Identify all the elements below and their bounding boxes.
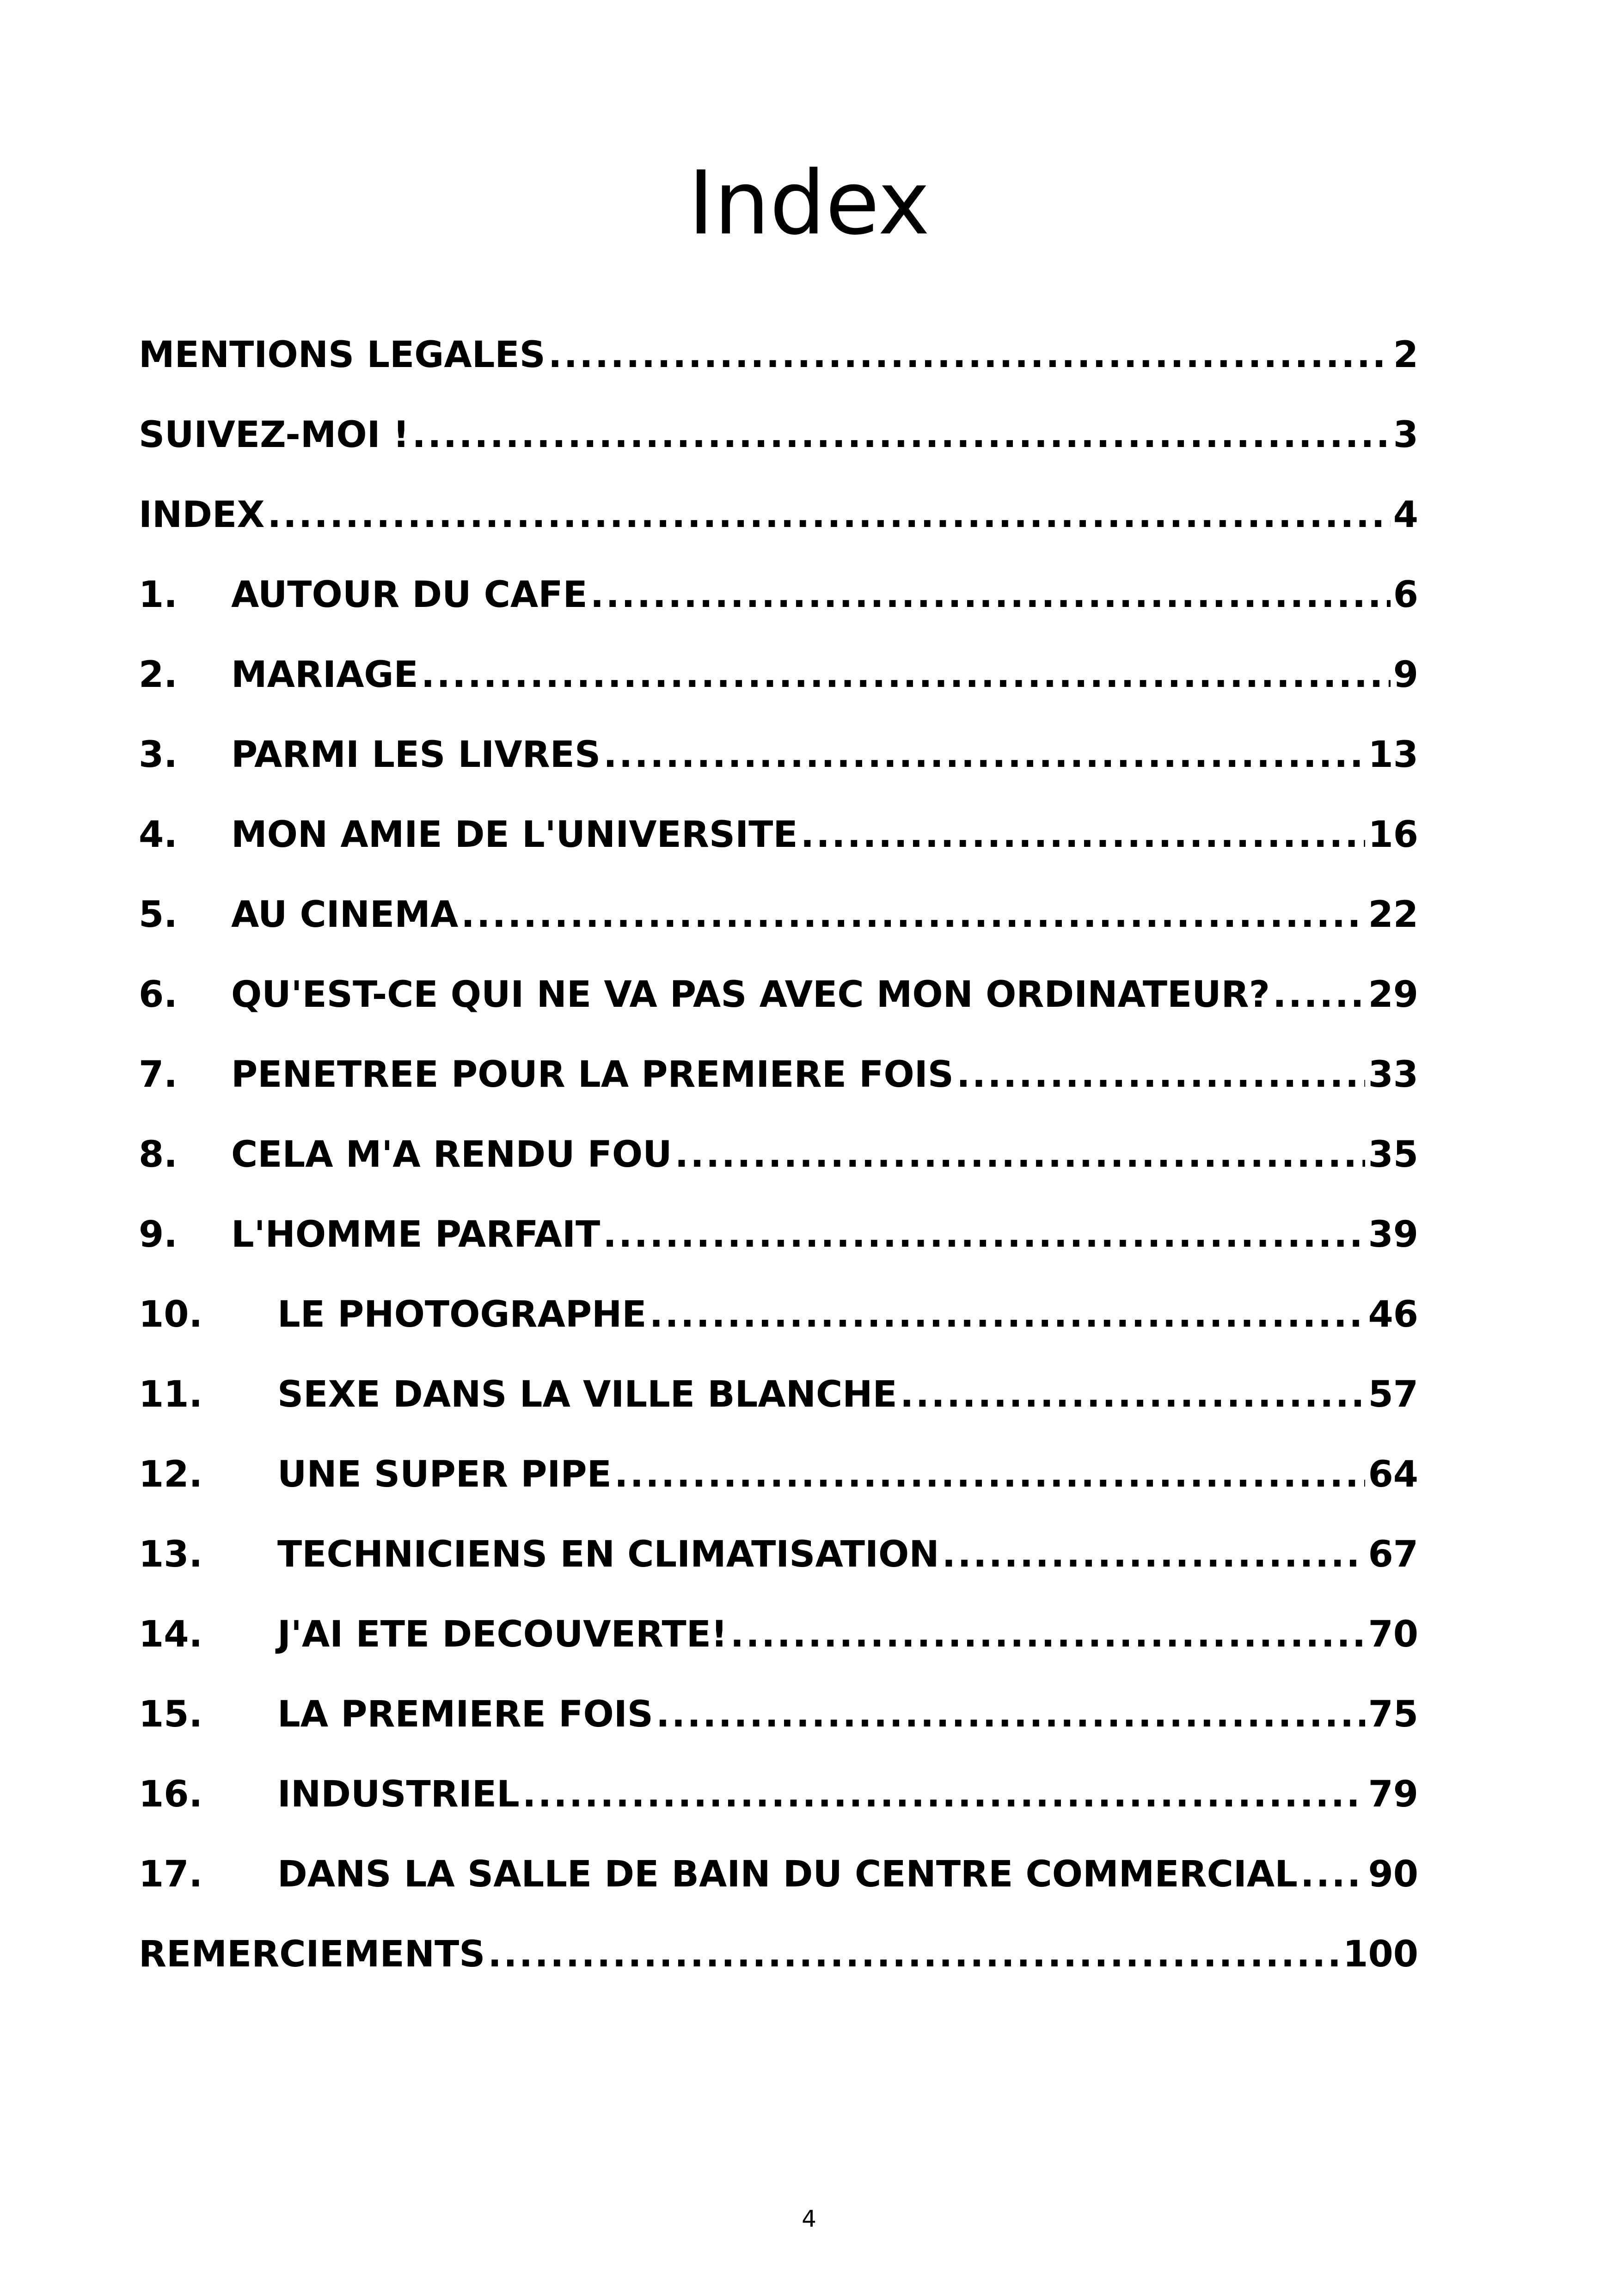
toc-entry-line	[139, 807, 1418, 863]
toc-entry-line	[139, 1927, 1418, 1982]
page-number: 4	[802, 2205, 816, 2232]
toc-entry-page: 4	[1393, 494, 1418, 536]
toc-entry-line	[139, 727, 1418, 783]
toc-entry-line	[139, 647, 1418, 703]
toc-entry-title: AU CINEMA	[231, 894, 459, 936]
toc-entry-number: 9.	[139, 1214, 178, 1255]
toc-entry[interactable]	[139, 647, 1418, 727]
toc-entry-line	[139, 1527, 1418, 1582]
toc-entry-page: 79	[1368, 1774, 1418, 1815]
toc-entry-line	[139, 1207, 1418, 1262]
toc-dot-leader	[730, 1607, 1366, 1662]
toc-dot-leader	[956, 1047, 1365, 1102]
toc-entry[interactable]	[139, 1527, 1418, 1607]
toc-entry-page: 57	[1368, 1374, 1418, 1415]
toc-entry[interactable]	[139, 1367, 1418, 1447]
toc-dot-leader	[412, 407, 1390, 463]
toc-entry-title: TECHNICIENS EN CLIMATISATION	[277, 1534, 939, 1575]
toc-dot-leader	[488, 1927, 1340, 1982]
toc-entry-page: 16	[1368, 814, 1418, 856]
toc-entry[interactable]	[139, 887, 1418, 967]
toc-entry-line	[139, 1847, 1418, 1902]
toc-entry-page: 75	[1368, 1694, 1418, 1735]
toc-entry-title: INDUSTRIEL	[277, 1774, 520, 1815]
toc-entry-line	[139, 407, 1418, 463]
toc-dot-leader	[1273, 967, 1365, 1022]
toc-dot-leader	[548, 327, 1391, 383]
toc-entry-title: PENETREE POUR LA PREMIERE FOIS	[231, 1054, 954, 1096]
toc-entry-number: 7.	[139, 1054, 178, 1096]
toc-entry-page: 90	[1368, 1854, 1418, 1895]
toc-entry-title: MARIAGE	[231, 654, 418, 696]
toc-entry[interactable]	[139, 1287, 1418, 1367]
toc-dot-leader	[603, 727, 1365, 783]
toc-entry-line	[139, 1767, 1418, 1822]
toc-entry-number: 8.	[139, 1134, 178, 1176]
toc-entry-title: MENTIONS LEGALES	[139, 334, 545, 376]
toc-entry-number: 13.	[139, 1534, 203, 1575]
toc-entry-number: 3.	[139, 734, 178, 776]
toc-entry-title: J'AI ETE DECOUVERTE!	[277, 1614, 728, 1655]
toc-entry[interactable]	[139, 1447, 1418, 1527]
toc-entry-page: 29	[1368, 974, 1418, 1016]
toc-entry[interactable]	[139, 407, 1418, 487]
toc-entry-number: 12.	[139, 1454, 203, 1495]
page-title: Index	[688, 152, 930, 254]
toc-entry-page: 33	[1368, 1054, 1418, 1096]
toc-entry[interactable]	[139, 1927, 1418, 2007]
toc-entry[interactable]	[139, 727, 1418, 807]
toc-entry-title: LE PHOTOGRAPHE	[277, 1294, 647, 1335]
toc-entry[interactable]	[139, 1127, 1418, 1207]
toc-entry-line	[139, 487, 1418, 543]
toc-entry[interactable]	[139, 1687, 1418, 1767]
toc-entry-title: CELA M'A RENDU FOU	[231, 1134, 672, 1176]
toc-entry[interactable]	[139, 967, 1418, 1047]
toc-entry[interactable]	[139, 1767, 1418, 1847]
toc-entry[interactable]	[139, 1847, 1418, 1927]
toc-entry-page: 67	[1368, 1534, 1418, 1575]
toc-entry-page: 70	[1368, 1614, 1418, 1655]
toc-entry-line	[139, 1607, 1418, 1662]
toc-entry-page: 46	[1368, 1294, 1418, 1335]
toc-entry-page: 13	[1368, 734, 1418, 776]
toc-entry-title: REMERCIEMENTS	[139, 1934, 485, 1975]
toc-entry[interactable]	[139, 487, 1418, 567]
toc-entry-page: 22	[1368, 894, 1418, 936]
toc-entry-number: 1.	[139, 574, 178, 616]
toc-entry-line	[139, 887, 1418, 943]
toc-dot-leader	[900, 1367, 1366, 1422]
toc-entry-line	[139, 967, 1418, 1022]
toc-entry-number: 14.	[139, 1614, 203, 1655]
toc-entry-title: SEXE DANS LA VILLE BLANCHE	[277, 1374, 897, 1415]
toc-entry-number: 5.	[139, 894, 178, 936]
toc-entry-title: MON AMIE DE L'UNIVERSITE	[231, 814, 798, 856]
toc-dot-leader	[650, 1287, 1366, 1342]
toc-dot-leader	[590, 567, 1391, 623]
toc-dot-leader	[1300, 1847, 1365, 1902]
toc-entry-title: DANS LA SALLE DE BAIN DU CENTRE COMMERCIAL	[277, 1854, 1298, 1895]
toc-entry-title: QU'EST-CE QUI NE VA PAS AVEC MON ORDINATEUR?	[231, 974, 1270, 1016]
toc-entry-number: 15.	[139, 1694, 203, 1735]
toc-entry[interactable]	[139, 1207, 1418, 1287]
toc-entry-line	[139, 1287, 1418, 1342]
toc-dot-leader	[942, 1527, 1366, 1582]
toc-entry-title: AUTOUR DU CAFE	[231, 574, 588, 616]
toc-entry-line	[139, 1047, 1418, 1102]
toc-dot-leader	[603, 1207, 1365, 1262]
toc-entry-page: 64	[1368, 1454, 1418, 1495]
toc-entry-title: UNE SUPER PIPE	[277, 1454, 612, 1495]
toc-entry-page: 39	[1368, 1214, 1418, 1255]
toc-entry[interactable]	[139, 1047, 1418, 1127]
toc-entry-number: 16.	[139, 1774, 203, 1815]
toc-dot-leader	[267, 487, 1390, 543]
toc-entry-number: 17.	[139, 1854, 203, 1895]
toc-dot-leader	[656, 1687, 1366, 1742]
toc-entry-line	[139, 567, 1418, 623]
toc-entry-number: 10.	[139, 1294, 203, 1335]
toc-entry-title: LA PREMIERE FOIS	[277, 1694, 653, 1735]
toc-dot-leader	[522, 1767, 1366, 1822]
toc-entry-page: 35	[1368, 1134, 1418, 1176]
toc-entry-line	[139, 1367, 1418, 1422]
toc-entry-line	[139, 1127, 1418, 1182]
toc-dot-leader	[421, 647, 1391, 703]
toc-dot-leader	[461, 887, 1365, 943]
toc-entry[interactable]	[139, 1607, 1418, 1687]
toc-entry[interactable]	[139, 567, 1418, 647]
toc-entry-page: 100	[1343, 1934, 1418, 1975]
toc-entry-number: 4.	[139, 814, 178, 856]
toc-entry-page: 6	[1393, 574, 1418, 616]
toc-entry-number: 11.	[139, 1374, 203, 1415]
toc-entry-number: 6.	[139, 974, 178, 1016]
table-of-contents	[139, 327, 1418, 2007]
toc-entry-page: 3	[1393, 414, 1418, 456]
toc-entry-number: 2.	[139, 654, 178, 696]
toc-entry-line	[139, 327, 1418, 383]
toc-dot-leader	[675, 1127, 1366, 1182]
toc-entry[interactable]	[139, 807, 1418, 887]
toc-entry-line	[139, 1447, 1418, 1502]
toc-entry-page: 2	[1393, 334, 1418, 376]
toc-entry-title: INDEX	[139, 494, 265, 536]
toc-entry[interactable]	[139, 327, 1418, 407]
toc-entry-title: L'HOMME PARFAIT	[231, 1214, 601, 1255]
toc-entry-title: PARMI LES LIVRES	[231, 734, 601, 776]
toc-entry-line	[139, 1687, 1418, 1742]
toc-entry-page: 9	[1393, 654, 1418, 696]
toc-dot-leader	[614, 1447, 1366, 1502]
toc-entry-title: SUIVEZ-MOI !	[139, 414, 410, 456]
toc-dot-leader	[801, 807, 1366, 863]
